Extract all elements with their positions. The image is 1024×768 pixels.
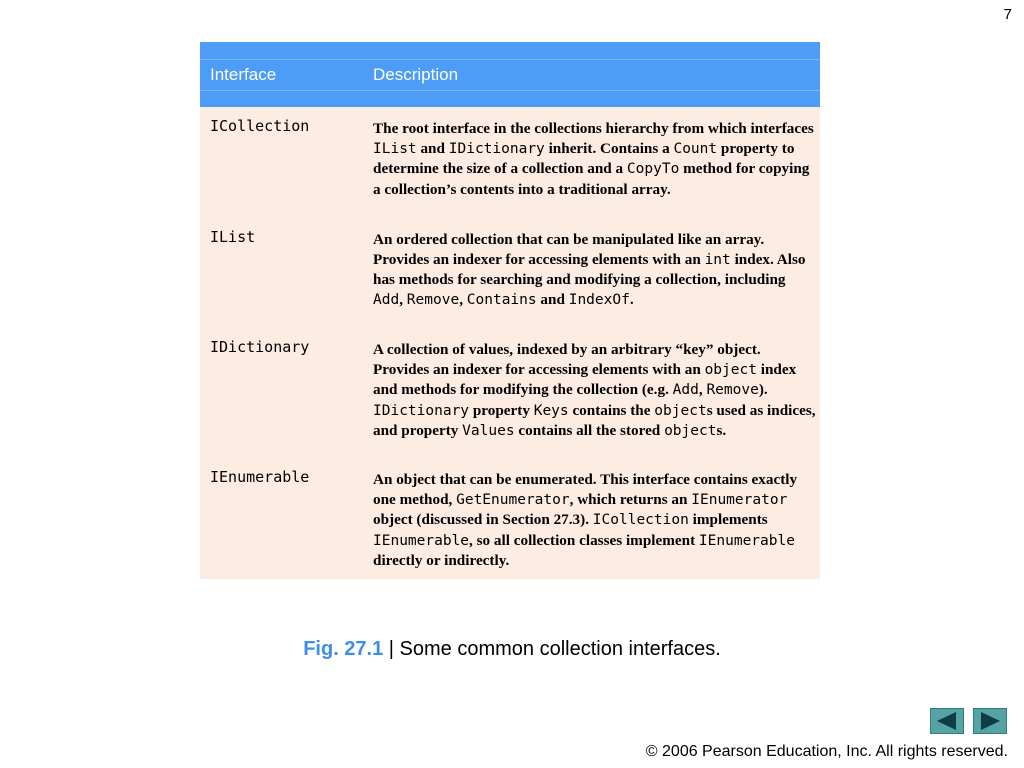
- next-slide-button[interactable]: [973, 708, 1007, 734]
- code-term: Keys: [533, 402, 569, 419]
- code-term: Remove: [406, 291, 460, 308]
- description-text: A collection of values, indexed by an arbitrary “key” object. Provides an indexer for accessing elements with an: [373, 341, 761, 378]
- triangle-right-icon: [974, 709, 1006, 733]
- description-text: s.: [716, 422, 727, 440]
- description-text: and: [536, 290, 569, 308]
- description-text: ,: [698, 381, 707, 399]
- code-term: int: [704, 251, 731, 268]
- code-term: IEnumerable: [698, 532, 795, 549]
- code-term: object: [664, 423, 717, 440]
- code-term: IEnumerable: [373, 532, 470, 549]
- description-text: ,: [459, 290, 467, 308]
- code-term: IList: [373, 140, 417, 157]
- figure-caption: [0, 638, 1024, 661]
- description-text: property to determine the size of a collection and a: [373, 139, 795, 178]
- description-text: The root interface in the collections hierarchy from which interfaces: [373, 120, 814, 137]
- code-term: Values: [462, 423, 515, 440]
- code-term: object: [704, 361, 757, 378]
- code-term: IndexOf: [568, 291, 630, 308]
- figure-caption-text: | Some common collection interfaces.: [383, 638, 721, 660]
- interfaces-table: [200, 42, 820, 579]
- previous-slide-button[interactable]: [930, 708, 964, 734]
- description-text: method for copying a collection’s contents into a traditional array.: [373, 160, 810, 198]
- description-text: contains all the stored: [514, 422, 665, 440]
- code-term: GetEnumerator: [456, 491, 570, 508]
- interface-description: [373, 119, 817, 199]
- description-text: An object that can be enumerated. This interface contains exactly one method,: [373, 471, 798, 508]
- description-text: index. Also has methods for searching and modifying a collection, including: [373, 250, 806, 289]
- description-text: object (discussed in Section 27.3).: [373, 511, 593, 529]
- interface-name: IEnumerable: [210, 468, 310, 486]
- description-text: ).: [758, 381, 768, 399]
- description-text: , so all collection classes implement: [469, 531, 699, 549]
- description-text: inherit. Contains a: [544, 139, 674, 157]
- code-term: Add: [672, 382, 699, 399]
- code-term: Contains: [466, 291, 537, 308]
- description-text: and: [416, 139, 449, 157]
- interface-name: ICollection: [210, 117, 310, 135]
- copyright-notice: © 2006 Pearson Education, Inc. All rights reserved.: [645, 743, 1008, 760]
- description-text: ,: [399, 290, 407, 308]
- table-header: [200, 59, 820, 91]
- triangle-left-icon: [931, 709, 963, 733]
- code-term: Add: [373, 291, 400, 308]
- description-text: .: [629, 290, 634, 308]
- code-term: CopyTo: [626, 161, 680, 178]
- header-strip-bottom: [200, 91, 820, 107]
- header-interface: Interface: [210, 65, 277, 84]
- page-number: 7: [1003, 6, 1012, 23]
- code-term: object: [654, 402, 707, 419]
- header-description: Description: [373, 65, 459, 84]
- interface-name: IList: [210, 228, 256, 246]
- description-text: implements: [688, 511, 768, 529]
- description-text: An ordered collection that can be manipulated like an array. Provides an indexer for accessing elements with an: [373, 231, 765, 268]
- interface-name: IDictionary: [210, 338, 310, 356]
- description-text: , which returns an: [569, 490, 692, 508]
- figure-number: Fig. 27.1: [303, 638, 384, 660]
- description-text: index and methods for modifying the collection (e.g.: [373, 360, 797, 399]
- description-text: property: [469, 401, 534, 419]
- interface-description: [373, 230, 817, 310]
- header-strip-top: [200, 42, 820, 59]
- code-term: IEnumerator: [691, 491, 788, 508]
- interface-description: [373, 470, 817, 571]
- description-text: s used as indices, and property: [373, 401, 816, 440]
- description-text: contains the: [568, 401, 655, 419]
- code-term: IDictionary: [448, 140, 545, 157]
- description-text: directly or indirectly.: [373, 552, 510, 570]
- code-term: IDictionary: [373, 402, 470, 419]
- code-term: ICollection: [592, 512, 689, 529]
- interface-description: [373, 340, 817, 442]
- code-term: Remove: [706, 382, 759, 399]
- code-term: Count: [673, 140, 718, 157]
